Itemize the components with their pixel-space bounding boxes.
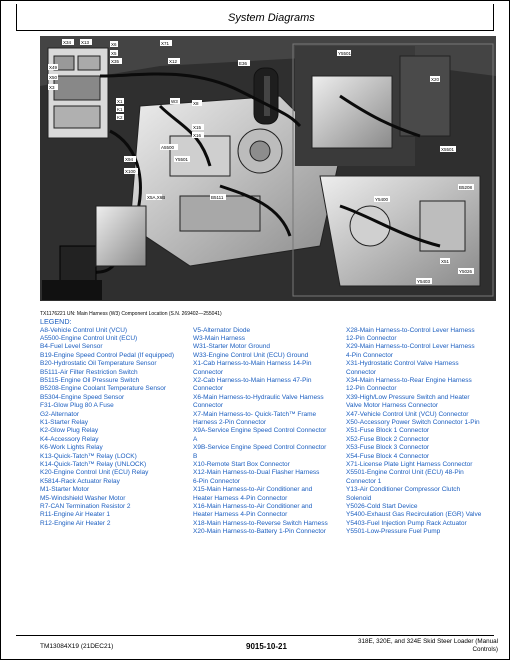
footer-page-number: 9015-10-21 [246,642,287,651]
legend-entry: X9B-Service Engine Speed Control Connector [193,444,327,452]
legend-entry: X12-Main Harness-to-Dual Flasher Harness [193,469,320,477]
footer-product-line2: Controls) [472,646,498,653]
legend [40,318,496,537]
legend-entry: Connector [193,402,223,410]
legend-entry: 6-Pin Connector [193,477,240,485]
legend-entry: K2-Glow Plug Relay [40,427,99,435]
svg-text:X49: X49 [49,65,58,70]
legend-entry: R11-Engine Air Heater 1 [40,511,110,519]
legend-entry: W3-Main Harness [193,334,246,342]
svg-text:X71: X71 [161,41,170,46]
legend-entry: X10-Remote Start Box Connector [193,461,290,468]
svg-text:K2: K2 [117,115,123,120]
page-title: System Diagrams [228,12,315,24]
svg-text:X12: X12 [169,59,178,64]
svg-text:B5208: B5208 [459,185,473,190]
legend-entry: X53-Fuse Block 3 Connector [346,444,430,452]
svg-text:X3: X3 [49,85,55,90]
svg-text:X5A,X6B: X5A,X6B [147,195,166,200]
svg-text:X51: X51 [441,259,450,264]
legend-entry: K20-Engine Control Unit (ECU) Relay [40,469,149,477]
legend-entry: X39-High/Low Pressure Switch and Heater [346,393,470,401]
harness-diagram [40,36,496,301]
svg-text:X20: X20 [431,77,440,82]
legend-entry: K5814-Rack Actuator Relay [40,477,120,485]
legend-entry: Y5400-Exhaust Gas Recirculation (EGR) Valve [346,511,482,519]
legend-entry: M1-Starter Motor [40,486,90,494]
svg-text:Y5400: Y5400 [375,197,389,202]
figure-caption: TX1176221 UN: Main Harness (W3) Component Location (S.N. 269402—255041) [40,311,222,317]
svg-text:X13: X13 [81,40,90,45]
header-rule [16,30,494,31]
legend-entry: K14-Quick-Tatch™ Relay (UNLOCK) [40,461,147,468]
legend-entry: X20-Main Harness-to-Battery 1-Pin Connector [193,528,326,536]
legend-entry: B [193,452,198,460]
svg-text:X34: X34 [63,40,72,45]
legend-column-1 [40,327,193,537]
svg-text:X8: X8 [193,101,199,106]
svg-text:A5500: A5500 [161,145,175,150]
legend-entry: V5-Alternator Diode [193,326,251,334]
legend-entry: X1-Cab Harness-to-Main Harness 14-Pin [193,360,312,368]
legend-entry: X34-Main Harness-to-Rear Engine Harness [346,376,472,384]
legend-entry: X6-Main Harness-to-Hydraulic Valve Harness [193,393,324,401]
legend-entry: X15-Main Harness-to-Air Conditioner and [193,486,313,494]
header-rule-right [493,4,494,30]
legend-entry: Y13-Air Conditioner Compressor Clutch [346,486,461,494]
svg-text:X6: X6 [111,42,117,47]
footer-product-line1: 318E, 320E, and 324E Skid Steer Loader (Manual [357,638,498,645]
legend-entry: Y5026-Cold Start Device [346,503,418,511]
legend-entry: 12-Pin Connector [346,334,397,342]
legend-entry: X2-Cab Harness-to-Main Harness 47-Pin [193,376,312,384]
legend-entry: B19-Engine Speed Control Pedal (If equipped) [40,351,175,359]
legend-entry: M5-Windshield Washer Motor [40,494,126,502]
legend-entry: X52-Fuse Block 2 Connector [346,435,430,443]
legend-entry: K1-Starter Relay [40,418,89,426]
legend-entry: X18-Main Harness-to-Reverse Switch Harness [193,519,328,527]
legend-entry: W33-Engine Control Unit (ECU) Ground [193,351,309,359]
footer-rule [16,635,494,636]
legend-entry: X16-Main Harness-to-Air Conditioner and [193,503,313,511]
svg-text:E36: E36 [239,61,248,66]
svg-text:B5111: B5111 [211,195,224,200]
svg-text:W3: W3 [171,99,178,104]
footer-doc-id: TM13084X19 (21DEC21) [40,643,114,650]
legend-column-2 [193,327,346,537]
legend-entry: Y5501-Low-Pressure Fuel Pump [346,528,441,536]
legend-entry: B20-Hydrostatic Oil Temperature Sensor [40,360,157,368]
svg-text:X100: X100 [125,169,136,174]
legend-entry: 4-Pin Connector [346,351,393,359]
legend-entry: X47-Vehicle Control Unit (VCU) Connector [346,410,469,418]
legend-entry: Connector [193,385,223,393]
svg-text:X15: X15 [193,125,202,130]
svg-text:X5: X5 [111,51,117,56]
legend-entry: X9A-Service Engine Speed Control Connector [193,427,327,435]
legend-entry: Heater Harness 4-Pin Connector [193,511,288,519]
svg-text:X50: X50 [49,75,58,80]
header-rule-left [16,4,17,30]
svg-text:Y5501: Y5501 [175,157,189,162]
legend-entry: W31-Starter Motor Ground [193,343,270,351]
svg-text:X5501: X5501 [441,147,455,152]
footer-product-title [348,638,498,654]
legend-entry: Valve Motor Harness Connector [346,402,439,410]
legend-entry: Connector [193,368,223,376]
legend-entry: K4-Accessory Relay [40,435,99,443]
legend-entry: B5115-Engine Oil Pressure Switch [40,376,140,384]
svg-text:X16: X16 [193,133,202,138]
legend-entry: X31-Hydrostatic Control Valve Harness [346,360,459,368]
legend-entry: F31-Glow Plug 80 A Fuse [40,402,114,410]
legend-entry: A [193,435,198,443]
legend-column-3 [346,327,496,537]
legend-entry: B5304-Engine Speed Sensor [40,393,125,401]
legend-entry: X7-Main Harness-to- Quick-Tatch™ Frame [193,410,317,418]
svg-text:X35: X35 [111,59,120,64]
svg-text:Y5026: Y5026 [459,269,473,274]
legend-entry: X71-License Plate Light Harness Connector [346,461,473,468]
svg-text:K1: K1 [117,107,123,112]
legend-entry: X54-Fuse Block 4 Connector [346,452,430,460]
legend-entry: X29-Main Harness-to-Control Lever Harness [346,343,475,351]
legend-entry: Y5403-Fuel Injection Pump Rack Actuator [346,519,467,527]
legend-entry: Solenoid [346,494,372,502]
legend-title: LEGEND: [40,317,72,326]
legend-entry: B5208-Engine Coolant Temperature Sensor [40,385,166,393]
legend-entry: X51-Fuse Block 1 Connector [346,427,430,435]
legend-entry: R12-Engine Air Heater 2 [40,519,111,527]
legend-entry: X5501-Engine Control Unit (ECU) 48-Pin [346,469,464,477]
legend-entry: K6-Work Lights Relay [40,444,103,452]
legend-entry: A5500-Engine Control Unit (ECU) [40,334,138,342]
fuse-panel [48,48,108,138]
legend-entry: B4-Fuel Level Sensor [40,343,103,351]
legend-entry: G2-Alternator [40,410,80,418]
legend-entry: A8-Vehicle Control Unit (VCU) [40,326,128,334]
legend-entry: Connector [346,368,376,376]
svg-text:Y5403: Y5403 [417,279,431,284]
legend-entry: Connector 1 [346,477,382,485]
legend-entry: Heater Harness 4-Pin Connector [193,494,288,502]
legend-entry: 12-Pin Connector [346,385,397,393]
svg-text:X1: X1 [117,99,123,104]
legend-entry: R7-CAN Termination Resistor 2 [40,503,131,511]
legend-entry: X28-Main Harness-to-Control Lever Harness [346,326,475,334]
legend-entry: K13-Quick-Tatch™ Relay (LOCK) [40,452,137,460]
legend-entry: X50-Accessory Power Switch Connector 1-Pin [346,418,480,426]
canister [254,68,278,124]
legend-entry: B5111-Air Filter Restriction Switch [40,368,138,376]
legend-entry: Harness 2-Pin Connector [193,418,266,426]
svg-text:Y5501: Y5501 [338,51,352,56]
svg-text:X94: X94 [125,157,134,162]
